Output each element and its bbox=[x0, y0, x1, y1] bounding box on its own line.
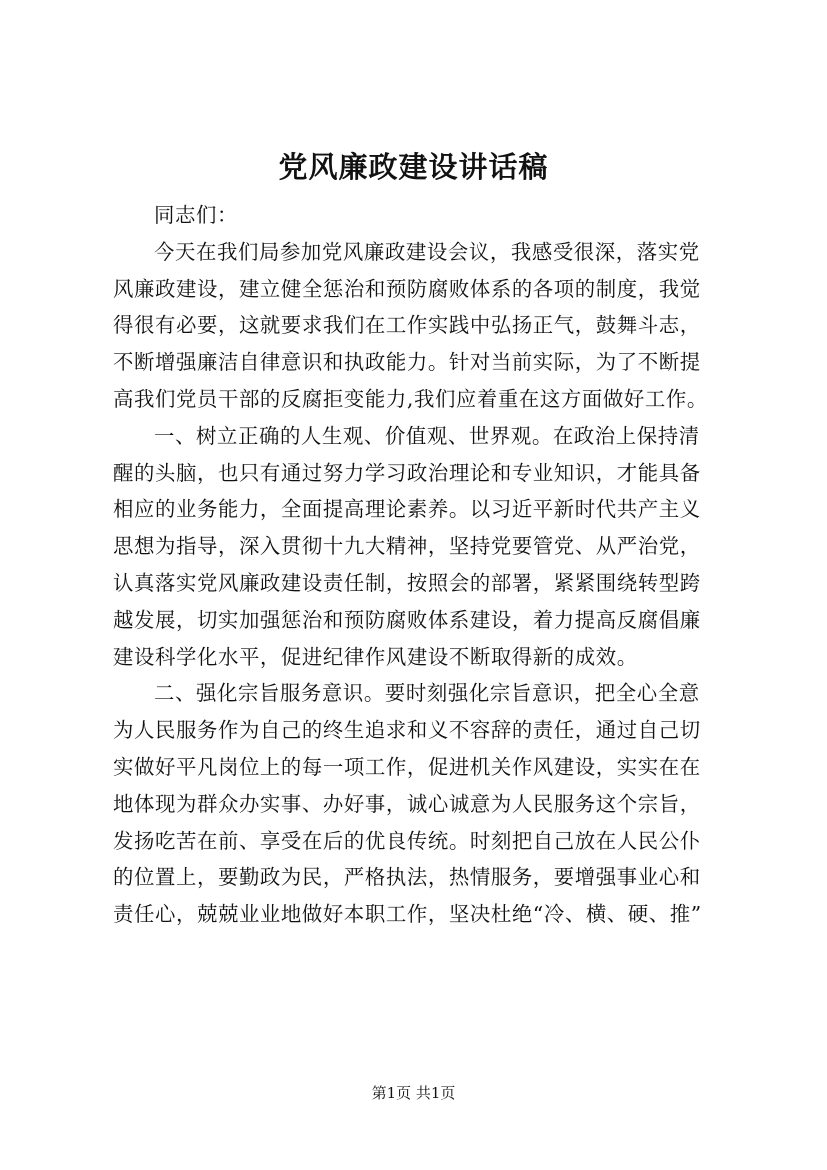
text-line: 为人民服务作为自己的终生追求和义不容辞的责任，通过自己切 bbox=[113, 718, 701, 743]
text-line: 地体现为群众办实事、办好事，诚心诚意为人民服务这个宗旨， bbox=[113, 791, 701, 816]
text-line: 实做好平凡岗位上的每一项工作，促进机关作风建设，实实在在 bbox=[113, 754, 701, 779]
text-line: 同志们： bbox=[154, 203, 238, 227]
text-line: 思想为指导，深入贯彻十九大精神，坚持党要管党、从严治党， bbox=[113, 534, 701, 559]
text-line: 的位置上，要勤政为民，严格执法，热情服务，要增强事业心和 bbox=[113, 865, 701, 890]
text-line: 醒的头脑，也只有通过努力学习政治理论和专业知识，才能具备 bbox=[113, 460, 701, 485]
page-footer: 第1页 共1页 bbox=[371, 1084, 456, 1102]
text-line: 建设科学化水平，促进纪律作风建设不断取得新的成效。 bbox=[113, 644, 638, 669]
text-line: 责任心，兢兢业业地做好本职工作，坚决杜绝“冷、横、硬、推” bbox=[113, 902, 702, 927]
text-line: 不断增强廉洁自律意识和执政能力。针对当前实际，为了不断提 bbox=[113, 350, 701, 375]
text-line: 相应的业务能力，全面提高理论素养。以习近平新时代共产主义 bbox=[113, 497, 701, 522]
text-line: 今天在我们局参加党风廉政建设会议，我感受很深，落实党 bbox=[154, 239, 700, 264]
text-line: 一、树立正确的人生观、价值观、世界观。在政治上保持清 bbox=[154, 423, 700, 448]
text-line: 发扬吃苦在前、享受在后的优良传统。时刻把自己放在人民公仆 bbox=[113, 828, 701, 853]
document-body bbox=[113, 197, 733, 933]
text-line: 二、强化宗旨服务意识。要时刻强化宗旨意识，把全心全意 bbox=[154, 681, 700, 706]
text-line: 越发展，切实加强惩治和预防腐败体系建设，着力提高反腐倡廉 bbox=[113, 607, 701, 632]
text-line: 高我们党员干部的反腐拒变能力,我们应着重在这方面做好工作。 bbox=[113, 386, 708, 411]
document-title: 党风廉政建设讲话稿 bbox=[278, 150, 549, 184]
text-line: 得很有必要，这就要求我们在工作实践中弘扬正气，鼓舞斗志， bbox=[113, 313, 701, 338]
text-line: 认真落实党风廉政建设责任制，按照会的部署，紧紧围绕转型跨 bbox=[113, 570, 701, 595]
text-line: 风廉政建设，建立健全惩治和预防腐败体系的各项的制度，我觉 bbox=[113, 276, 701, 301]
